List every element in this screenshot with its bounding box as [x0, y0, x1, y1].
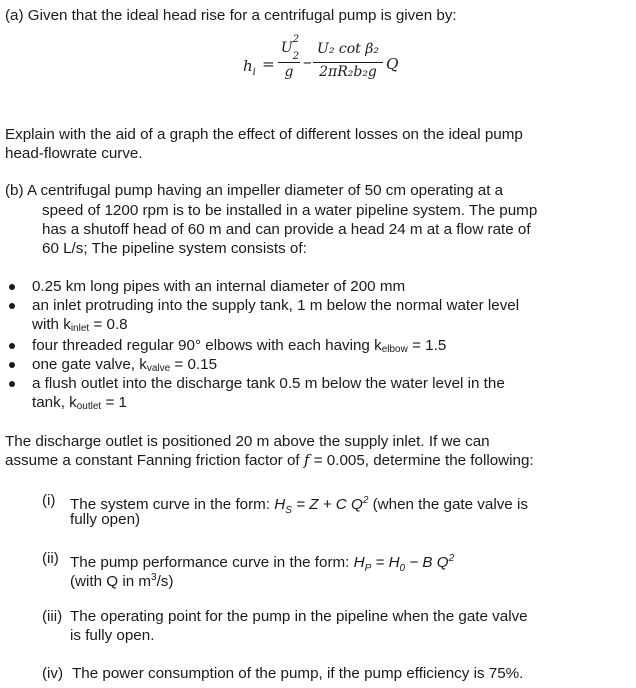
part-a-explain-line2: head-flowrate curve. [5, 145, 143, 162]
bullet-dot [9, 362, 15, 368]
question-iii-label: (iii) [42, 608, 63, 625]
bullet-inlet-line2: with kinlet = 0.8 [32, 316, 128, 334]
bullet-pipes: 0.25 km long pipes with an internal diameter of 200 mm [32, 278, 406, 295]
equation-term2-bar [313, 62, 383, 63]
bullet-inlet-line1: an inlet protruding into the supply tank, 1 m below the normal water level [32, 297, 520, 314]
equation-lhs: $h_i$ [243, 57, 256, 78]
equation-term1-numerator: U 2 $_2$ [280, 34, 300, 62]
bullet-dot [9, 381, 15, 387]
equation-term1-bar [278, 62, 300, 63]
bullet-outlet-line1: a flush outlet into the discharge tank 0.5 m below the water level in the [32, 375, 505, 392]
part-b-line4: 60 L/s; The pipeline system consists of: [42, 240, 307, 257]
question-iv-label: (iv) [42, 665, 64, 682]
discharge-line1: The discharge outlet is positioned 20 m above the supply inlet. If we can [5, 433, 490, 450]
equation-term2-numerator: U₂ cot β₂ [317, 41, 379, 57]
part-a-explain-line1: Explain with the aid of a graph the effect of different losses on the ideal pump [5, 126, 523, 143]
equation-q: Q [386, 55, 399, 73]
part-b-line1: (b) A centrifugal pump having an impeller diameter of 50 cm operating at a [5, 182, 504, 199]
question-ii-label: (ii) [42, 550, 59, 567]
question-i-line1: The system curve in the form: $H_S = Z + C$ $Q^2$ (when the gate valve is [70, 495, 528, 517]
question-iii-line1: The operating point for the pump in the pipeline when the gate valve [70, 608, 528, 625]
equation-term1-denominator: g [284, 64, 294, 80]
bullet-dot [9, 343, 15, 349]
question-i-label: (i) [42, 492, 56, 509]
bullet-outlet-line2: tank, koutlet = 1 [32, 394, 127, 412]
equation-equals: = [262, 55, 275, 73]
question-i-line2: fully open) [70, 511, 141, 528]
discharge-line2: assume a constant Fanning friction factor of f = 0.005, determine the following: [5, 451, 534, 469]
equation-term2-denominator: 2πR₂b₂g [319, 64, 377, 80]
part-a-intro: (a) Given that the ideal head rise for a centrifugal pump is given by: [5, 7, 457, 24]
bullet-dot [9, 303, 15, 309]
part-b-line3: has a shutoff head of 60 m and can provide a head 24 m at a flow rate of [42, 221, 531, 238]
question-iv-line1: The power consumption of the pump, if the pump efficiency is 75%. [72, 665, 524, 682]
bullet-dot [9, 284, 15, 290]
bullet-elbows: four threaded regular 90° elbows with each having kelbow = 1.5 [32, 337, 447, 355]
bullet-gate-valve: one gate valve, kvalve = 0.15 [32, 356, 218, 374]
question-ii-line2: (with Q in $m^3/s$) [70, 572, 174, 591]
equation-minus: − [303, 55, 312, 72]
question-ii-line1: The pump performance curve in the form: $H_P = H_0 - B$ $Q^2$ [70, 553, 455, 575]
part-b-line2: speed of 1200 rpm is to be installed in a water pipeline system. The pump [42, 202, 538, 219]
question-iii-line2: is fully open. [70, 627, 155, 644]
